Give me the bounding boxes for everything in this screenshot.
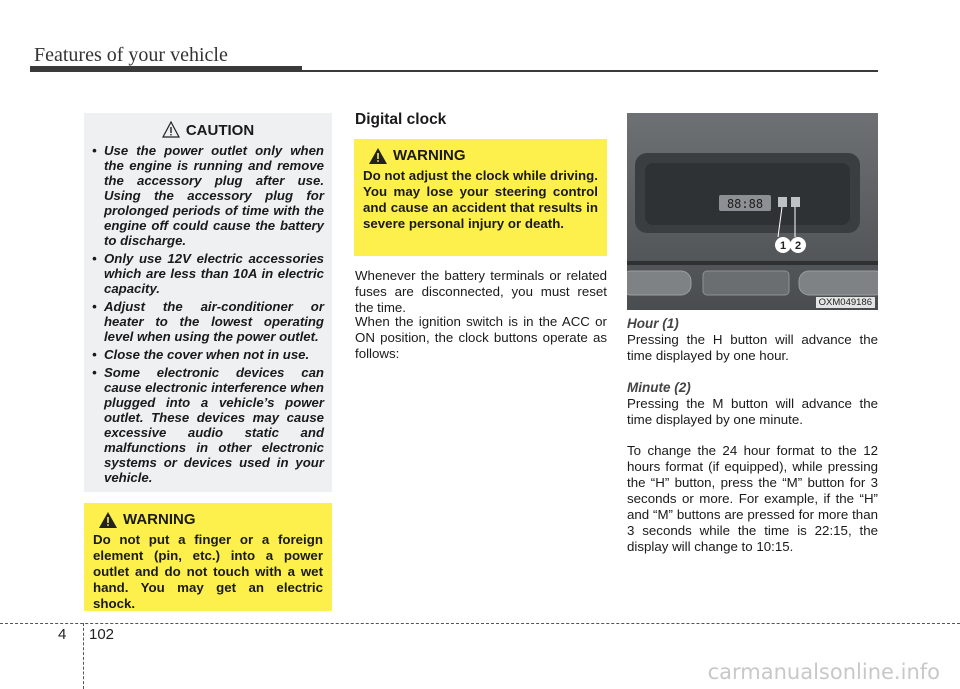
caution-list: [92, 143, 324, 485]
caution-item: • Some electronic devices can cause electronic interference when plugged into a vehicle’s power outlet. These devices may cause excessive audio static and malfunctions in other electronic systems or devices used in your vehicle.: [92, 365, 324, 485]
warning-outlet-box: [84, 503, 332, 611]
header-rule-thin: [302, 70, 878, 72]
hour-text: Pressing the H button will advance the time displayed by one hour.: [627, 332, 878, 363]
format-text: To change the 24 hour format to the 12 hours format (if equipped), while pressing the “H” button, press the “M” button for 3 seconds or more. For example, if the “H” and “M” buttons are pressed for more than 3 seconds while the time is 22:15, the display will change to 10:15.: [627, 443, 878, 554]
figure-code: OXM049186: [816, 297, 875, 308]
warning-triangle-icon: [99, 512, 117, 528]
caution-box: [84, 113, 332, 492]
clock-digits: 88:88: [726, 197, 764, 211]
paragraph-buttons: When the ignition switch is in the ACC or ON position, the clock buttons operate as follows:: [355, 314, 607, 361]
clock-photo: [627, 113, 878, 310]
page-number: 102: [89, 626, 115, 643]
footer-divider: [83, 623, 84, 689]
dashboard-illustration: [627, 113, 878, 310]
footer-rule: [0, 623, 960, 624]
watermark: carmanualsonline.info: [707, 660, 940, 684]
warning-title: WARNING: [123, 511, 196, 528]
minute-button[interactable]: [791, 197, 800, 207]
caution-item: • Close the cover when not in use.: [92, 347, 310, 362]
hour-subtitle: Hour (1): [627, 316, 679, 331]
hour-button[interactable]: [778, 197, 787, 207]
chapter-number: 4: [58, 626, 67, 643]
section-title: Digital clock: [355, 111, 447, 128]
warning-text: Do not put a finger or a foreign element (pin, etc.) into a power outlet and do not touch with a wet hand. You may get an electric shock.: [93, 532, 323, 611]
minute-text: Pressing the M button will advance the time displayed by one minute.: [627, 396, 878, 427]
header-rule-thick: [30, 66, 302, 72]
caution-item: • Adjust the air-conditioner or heater to the lowest operating level when using the power outlet.: [92, 299, 324, 344]
caution-triangle-icon: [162, 121, 180, 139]
caution-title: CAUTION: [185, 121, 255, 139]
paragraph-reset: Whenever the battery terminals or related fuses are disconnected, you must reset the time.: [355, 268, 607, 315]
warning-triangle-icon: [369, 148, 387, 164]
svg-text:2: 2: [794, 240, 802, 252]
svg-text:1: 1: [779, 240, 787, 252]
warning-text: Do not adjust the clock while driving. You may lose your steering control and cause an accident that results in severe personal injury or death.: [363, 168, 598, 231]
header-title: Features of your vehicle: [34, 44, 228, 66]
minute-subtitle: Minute (2): [627, 380, 691, 395]
warning-title: WARNING: [393, 147, 466, 164]
caution-heading: [92, 121, 324, 139]
warning-clock-box: [354, 139, 607, 256]
caution-item: • Use the power outlet only when the engine is running and remove the accessory plug after use. Using the accessory plug for prolonged periods of time with the engine off could cause the battery to discharge.: [92, 143, 324, 248]
caution-item: • Only use 12V electric accessories which are less than 10A in electric capacity.: [92, 251, 324, 296]
